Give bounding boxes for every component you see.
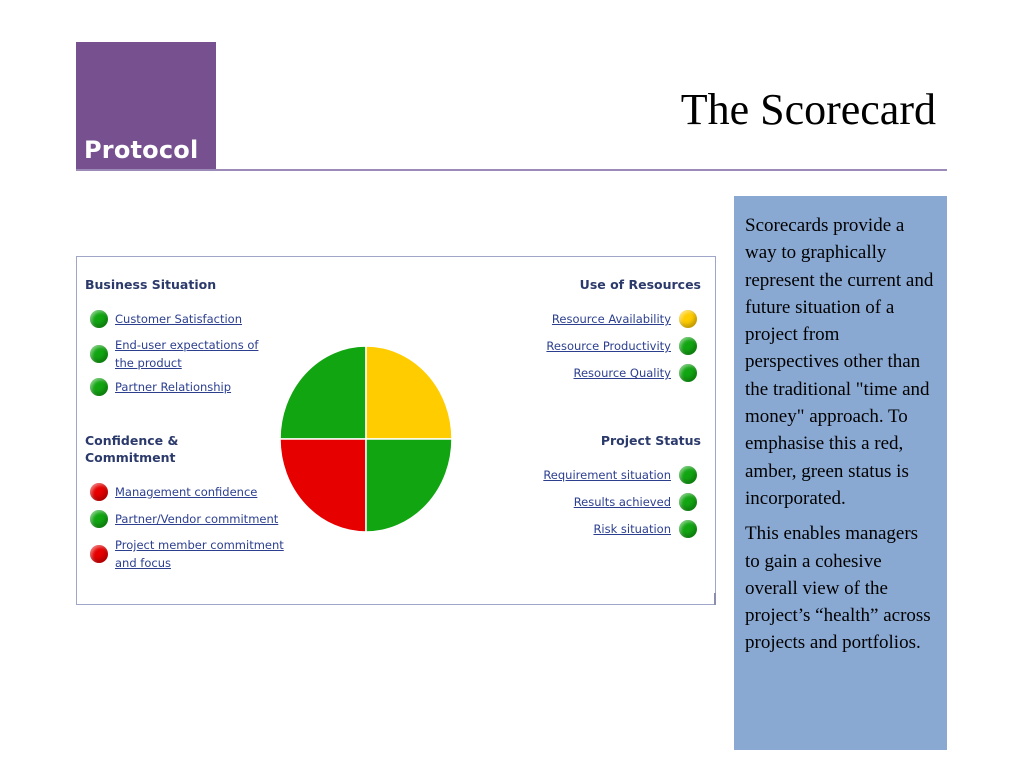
- link-customer-satisfaction[interactable]: Customer Satisfaction: [115, 312, 243, 326]
- status-dot: [90, 310, 108, 328]
- status-dot: [679, 520, 697, 538]
- status-dot: [90, 483, 108, 501]
- status-dot: [679, 493, 697, 511]
- section-title-use-of-resources: Use of Resources: [579, 277, 701, 292]
- link-project-member-commitment[interactable]: [115, 536, 284, 572]
- quadrant-top-right: [366, 346, 452, 439]
- link-risk-situation[interactable]: Risk situation: [593, 522, 671, 536]
- description-paragraph-2: This enables managers to gain a cohesive overall view of the project’s “health” across projects and portfolios.: [745, 523, 931, 654]
- list-item-customer-satisfaction[interactable]: [90, 310, 242, 328]
- list-item-end-user-expectations[interactable]: [90, 336, 258, 372]
- quadrant-bottom-right: [366, 439, 452, 532]
- section-title-project-status: Project Status: [600, 433, 701, 448]
- logo-text: Protocol: [84, 136, 199, 164]
- status-dot: [679, 310, 697, 328]
- status-dot: [679, 364, 697, 382]
- link-partner-vendor-commitment[interactable]: Partner/Vendor commitment: [115, 512, 279, 526]
- status-quadrant-pie: [277, 343, 455, 535]
- slide-title: The Scorecard: [680, 85, 936, 134]
- section-title-confidence-commitment: [85, 432, 178, 466]
- status-dot: [679, 337, 697, 355]
- section-title-line-2: Commitment: [85, 450, 176, 465]
- list-item-partner-relationship[interactable]: [90, 378, 231, 396]
- description-paragraph-1: Scorecards provide a way to graphically represent the current and future situation of a project from perspectives other than the traditional "time and money" approach. To emphasise this a red, amber, green status is incorporated.: [745, 215, 934, 509]
- link-requirement-situation[interactable]: Requirement situation: [543, 468, 671, 482]
- link-resource-availability[interactable]: Resource Availability: [551, 312, 671, 326]
- link-results-achieved[interactable]: Results achieved: [573, 495, 671, 509]
- list-item-project-member-commitment[interactable]: [90, 536, 284, 572]
- link-partner-relationship[interactable]: Partner Relationship: [115, 380, 232, 394]
- quadrant-bottom-left: [280, 439, 366, 532]
- list-item-results-achieved[interactable]: [574, 493, 697, 511]
- title-divider: [76, 169, 947, 171]
- link-line-1: End-user expectations of: [115, 338, 259, 352]
- link-management-confidence[interactable]: Management confidence: [115, 485, 258, 499]
- link-end-user-expectations[interactable]: [115, 336, 258, 372]
- status-dot: [90, 545, 108, 563]
- section-title-line-1: Confidence &: [85, 433, 179, 448]
- status-dot: [90, 510, 108, 528]
- list-item-resource-quality[interactable]: [574, 364, 698, 382]
- list-item-requirement-situation[interactable]: [543, 466, 697, 484]
- description-panel: [734, 196, 947, 750]
- status-dot: [90, 345, 108, 363]
- panel-corner-mark: [714, 593, 716, 605]
- status-dot: [679, 466, 697, 484]
- scorecard-panel: [76, 256, 716, 605]
- link-resource-productivity[interactable]: Resource Productivity: [546, 339, 671, 353]
- list-item-risk-situation[interactable]: [593, 520, 697, 538]
- protocol-logo: [76, 42, 216, 170]
- list-item-resource-productivity[interactable]: [546, 337, 697, 355]
- list-item-resource-availability[interactable]: [552, 310, 697, 328]
- quadrant-top-left: [280, 346, 366, 439]
- link-line-2: the product: [115, 356, 182, 370]
- section-title-business-situation: Business Situation: [85, 277, 217, 292]
- link-line-1: Project member commitment: [115, 538, 284, 552]
- list-item-management-confidence[interactable]: [90, 483, 257, 501]
- list-item-partner-vendor-commitment[interactable]: [90, 510, 278, 528]
- link-resource-quality[interactable]: Resource Quality: [573, 366, 671, 380]
- status-dot: [90, 378, 108, 396]
- link-line-2: and focus: [115, 556, 171, 570]
